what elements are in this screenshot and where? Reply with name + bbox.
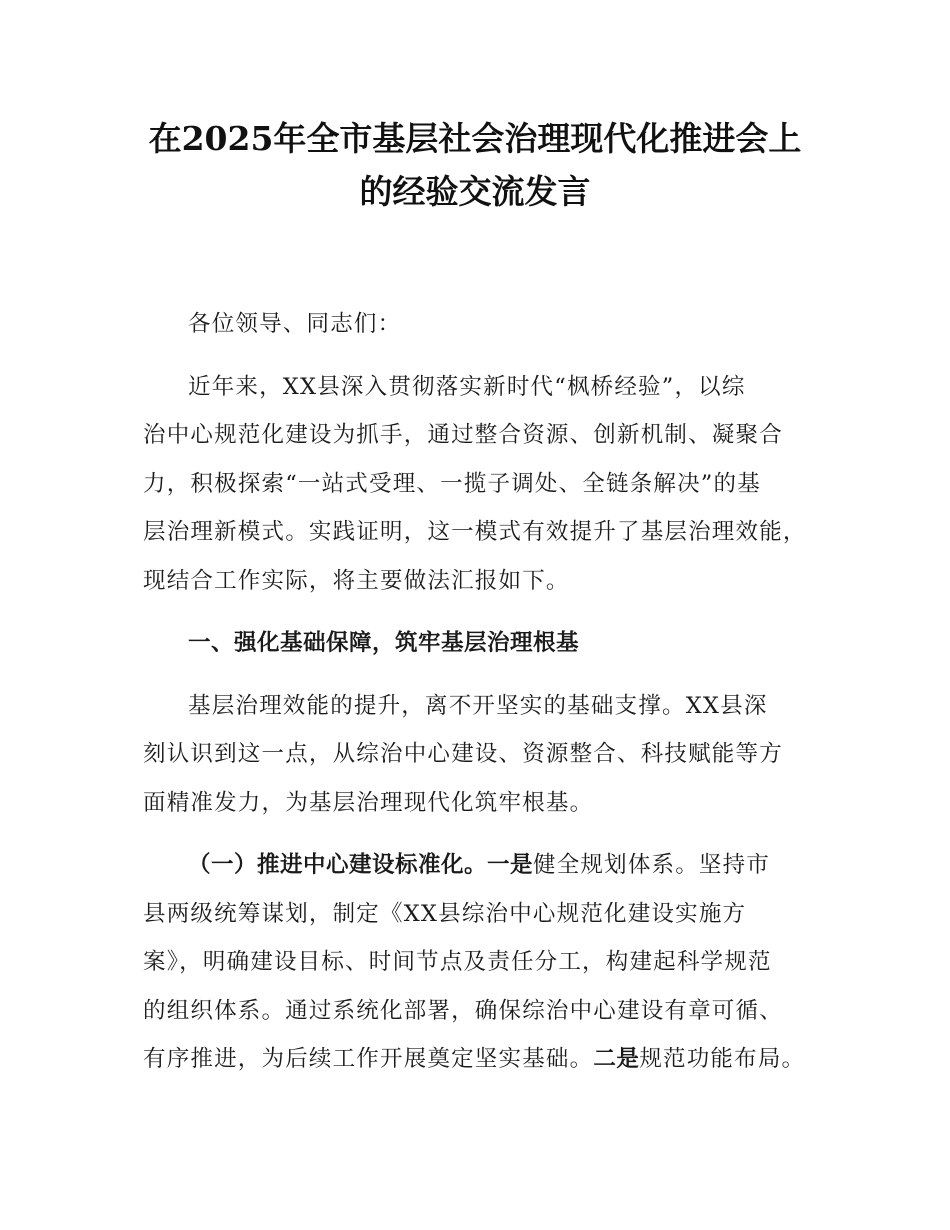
subsection-paragraph: [143, 841, 833, 1084]
intro-line: 现结合工作实际，将主要做法汇报如下。: [143, 567, 570, 594]
last-line-text: 有序推进，为后续工作开展奠定坚实基础。: [143, 1046, 594, 1072]
second-point-marker: 二是: [593, 1046, 640, 1072]
intro-line: 力，积极探索“一站式受理、一揽子调处、全链条解决”的基: [143, 470, 761, 497]
title-line-1: 在2025年全市基层社会治理现代化推进会上: [148, 119, 802, 158]
document-body: [143, 300, 833, 1084]
subsection-first-line: [143, 841, 833, 890]
paragraph-gap: [143, 827, 833, 841]
first-point-text: 健全规划体系。坚持市: [533, 852, 771, 878]
intro-paragraph: [143, 363, 833, 606]
second-point-text: 规范功能布局。: [639, 1046, 806, 1072]
paragraph-gap: [143, 349, 833, 363]
intro-line: 近年来，XX县深入贯彻落实新时代“枫桥经验”，以综: [188, 373, 746, 400]
subsection-line: 案》，明确建设目标、时间节点及责任分工，构建起科学规范: [143, 949, 772, 975]
section-line: 基层治理效能的提升，离不开坚实的基础支撑。XX县深: [188, 692, 768, 719]
section-line: 刻认识到这一点，从综治中心建设、资源整合、科技赋能等方: [143, 741, 783, 767]
section-paragraph: [143, 682, 833, 828]
intro-line: 治中心规范化建设为抓手，通过整合资源、创新机制、凝聚合: [143, 422, 783, 448]
title-line-2: 的经验交流发言: [359, 172, 591, 211]
paragraph-gap: [143, 668, 833, 682]
first-point-marker: 一是: [487, 852, 534, 878]
subsection-heading: （一）推进中心建设标准化。: [188, 852, 488, 878]
subsection-last-line: [143, 1035, 833, 1084]
subsection-line: 县两级统筹谋划，制定《XX县综治中心规范化建设实施方: [143, 900, 747, 927]
document-title: [120, 112, 830, 218]
section-heading: 一、强化基础保障，筑牢基层治理根基: [188, 630, 580, 656]
subsection-line: 的组织体系。通过系统化部署，确保综治中心建设有章可循、: [143, 997, 783, 1024]
intro-line: 层治理新模式。实践证明，这一模式有效提升了基层治理效能，: [143, 519, 807, 545]
salutation: 各位领导、同志们：: [188, 311, 402, 337]
paragraph-gap: [143, 605, 833, 619]
section-heading-paragraph: [143, 619, 833, 668]
salutation-paragraph: [143, 300, 833, 349]
section-line: 面精准发力，为基层治理现代化筑牢根基。: [143, 789, 594, 816]
